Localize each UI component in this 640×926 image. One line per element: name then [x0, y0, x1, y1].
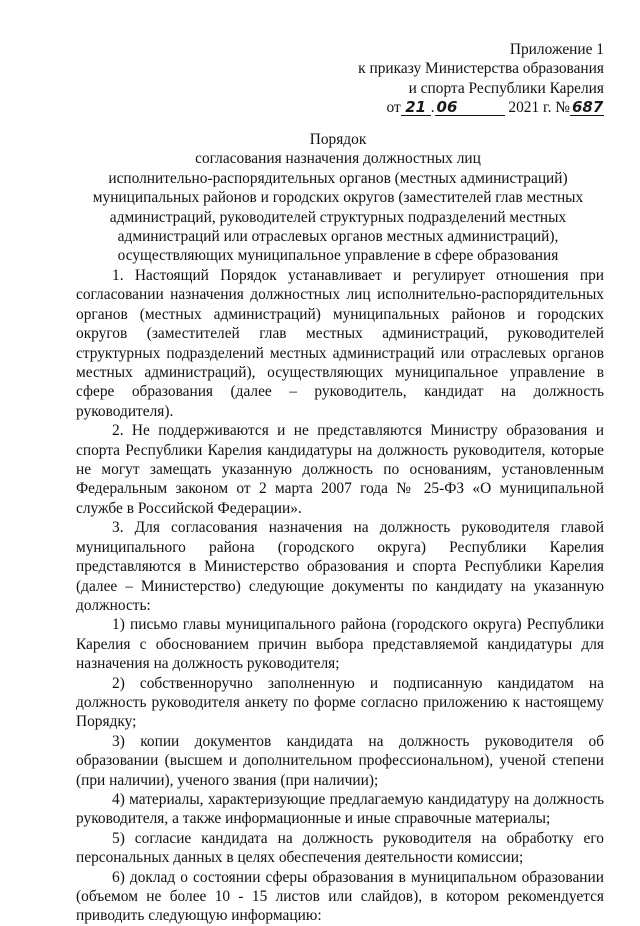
- date-year: 2021 г. №: [508, 99, 570, 117]
- list-item: 6) доклад о состоянии сферы образования в муниципальном образовании (объемом не более 10 - 15 листов или слайдов), в котором рекомендуется приводить следующую информацию:: [76, 868, 604, 925]
- paragraph-1: 1. Настоящий Порядок устанавливает и регулирует отношения при согласовании назначения должностных лиц исполнительно-распорядительных органов (местных администраций) муниципальных районов и городских округов (заместителей глав местных администраций, руководителей структурных подразделений местных администраций или отраслевых органов местных администраций), осуществляющих муниципальное управление в сфере образования (далее – руководитель, кандидат на должность руководителя).: [76, 267, 604, 420]
- list-item: 5) согласие кандидата на должность руководителя на обработку его персональных данных в целях обеспечения деятельности комиссии;: [76, 829, 604, 867]
- title-line: осуществляющих муниципальное управление в сфере образования: [117, 247, 559, 265]
- paragraph-2: 2. Не поддерживаются и не представляются Министру образования и спорта Республики Карелия кандидатуры на должность руководителя, которые не могут замещать указанную должность по основаниям, установленным Федеральным законом от 2 марта 2007 года № 25-ФЗ «О муниципальной службе в Российской Федерации».: [76, 422, 604, 517]
- appendix-ministry: и спорта Республики Карелия: [408, 79, 604, 97]
- appendix-block: [358, 40, 604, 118]
- document-title: [60, 130, 616, 266]
- appendix-title: Приложение 1: [509, 41, 604, 58]
- title-line: муниципальных районов и городских округов (заместителей глав местных: [92, 189, 584, 207]
- order-date-line: от 21 . 06 2021 г. № 687: [386, 98, 604, 117]
- title-line: администраций или отраслевых органов местных администраций),: [117, 228, 559, 246]
- handwritten-month: 06: [435, 99, 505, 116]
- document-body: [76, 266, 604, 926]
- title-line: согласования назначения должностных лиц: [195, 150, 481, 168]
- title-line: исполнительно-распорядительных органов (местных администраций): [108, 169, 568, 187]
- list-item: 4) материалы, характеризующие предлагаемую кандидатуру на должность руководителя, а также информационные и иные справочные материалы;: [76, 790, 604, 828]
- handwritten-day: 21: [401, 99, 431, 116]
- appendix-order-ref: к приказу Министерства образования: [358, 60, 604, 78]
- list-item: 3) копии документов кандидата на должность руководителя об образовании (высшем и дополнительном профессиональном), ученой степени (при наличии), ученого звания (при наличии);: [76, 732, 604, 789]
- list-item: 2) собственноручно заполненную и подписанную кандидатом на должность руководителя анкету по форме согласно приложению к настоящему Порядку;: [76, 674, 604, 731]
- handwritten-order-number: 687: [572, 98, 604, 117]
- paragraph-3: 3. Для согласования назначения на должность руководителя главой муниципального района (городского округа) Республики Карелия представляются в Министерство образования и спорта Республики Карелия (далее – Министерство) следующие документы по кандидату на указанную должность:: [76, 519, 604, 614]
- date-prefix: от: [386, 99, 401, 117]
- title-line: администраций, руководителей структурных подразделений местных: [109, 208, 567, 226]
- title-line: Порядок: [309, 131, 367, 148]
- list-item: 1) письмо главы муниципального района (городского округа) Республики Карелия с обоснованием причин выбора представляемой кандидатуры для назначения на должность руководителя;: [76, 616, 604, 673]
